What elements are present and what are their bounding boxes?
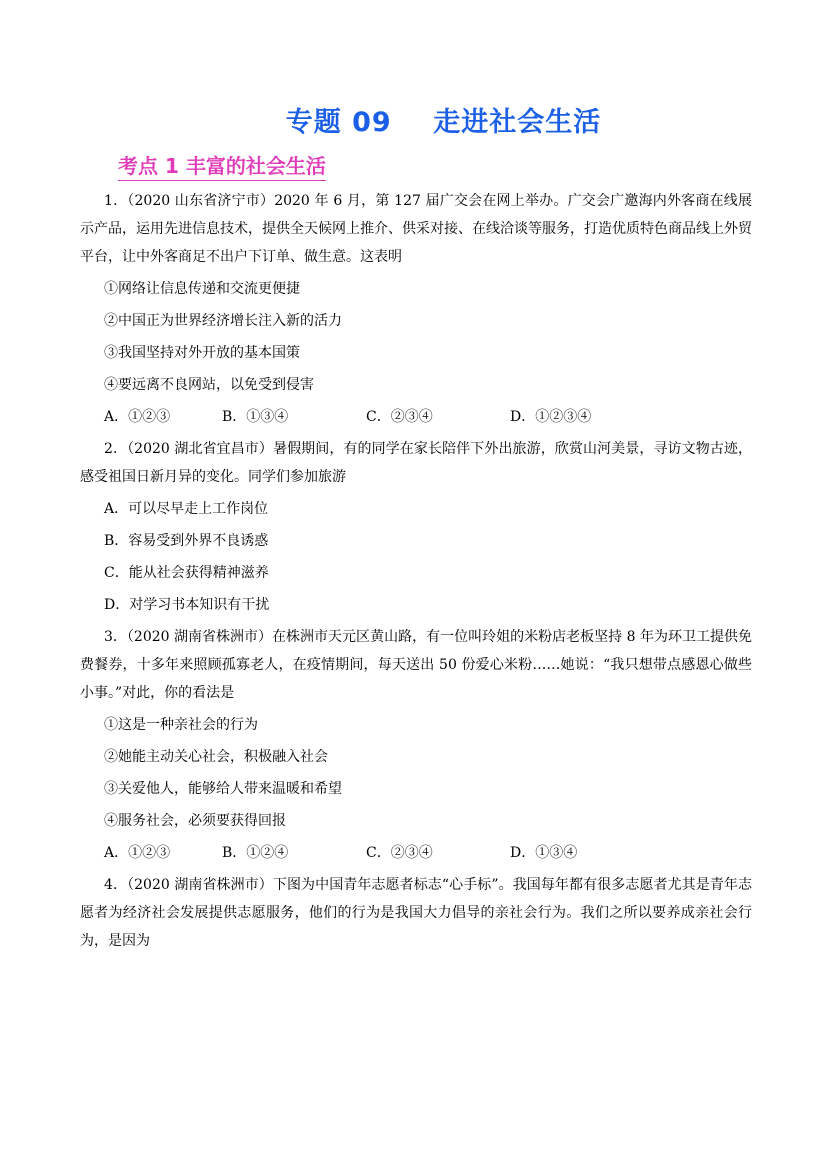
question-stem: 4．（2020 湖南省株洲市）下图为中国青年志愿者标志“心手标”。我国每年都有很多志愿者尤其是青年志愿者为经济社会发展提供志愿服务，他们的行为是我国大力倡导的亲社会行为。我们之所以要养成亲社会行为，是因为 xyxy=(80,877,752,949)
question-stem: 2．（2020 湖北省宜昌市）暑假期间，有的同学在家长陪伴下外出旅游，欣赏山河美景，寻访文物古迹，感受祖国日新月异的变化。同学们参加旅游 xyxy=(80,441,752,485)
answer-choices xyxy=(80,839,752,871)
statement-option: ④服务社会，必须要获得回报 xyxy=(104,813,286,829)
statement-option: ②中国正为世界经济增长注入新的活力 xyxy=(104,313,342,329)
choice-a: A．①②③ xyxy=(104,409,171,425)
choice-b: B．①②④ xyxy=(222,845,289,861)
choice-c: C．②③④ xyxy=(366,845,433,861)
answer-option: D．对学习书本知识有干扰 xyxy=(104,597,270,613)
statement-option: ①这是一种亲社会的行为 xyxy=(104,717,258,733)
statement-option: ③我国坚持对外开放的基本国策 xyxy=(104,345,300,361)
question-stem: 1．（2020 山东省济宁市）2020 年 6 月，第 127 届广交会在网上举办。广交会广邀海内外客商在线展示产品，运用先进信息技术，提供全天候网上推介、供采对接、在线洽谈等服务，打造优质特色商品线上外贸平台，让中外客商足不出户下订单、做生意。这表明 xyxy=(80,193,752,265)
question-list xyxy=(80,187,752,959)
statement-option: ①网络让信息传递和交流更便捷 xyxy=(104,281,300,297)
section-heading: 考点 1 丰富的社会生活 xyxy=(118,150,326,181)
answer-option: A．可以尽早走上工作岗位 xyxy=(104,501,269,517)
statement-option: ③关爱他人，能够给人带来温暖和希望 xyxy=(104,781,342,797)
choice-b: B．①③④ xyxy=(222,409,289,425)
answer-option: C．能从社会获得精神滋养 xyxy=(104,565,269,581)
statement-option: ②她能主动关心社会，积极融入社会 xyxy=(104,749,328,765)
statement-option: ④要远离不良网站，以免受到侵害 xyxy=(104,377,314,393)
choice-d: D．①②③④ xyxy=(510,409,592,425)
page-title: 专题 09 走进社会生活 xyxy=(285,107,602,138)
question-stem: 3．（2020 湖南省株洲市）在株洲市天元区黄山路，有一位叫玲姐的米粉店老板坚持 8 年为环卫工提供免费餐券，十多年来照顾孤寡老人，在疫情期间，每天送出 50 份爱心米粉……她说：“我只想带点感恩心做些小事。”对此，你的看法是 xyxy=(80,629,752,701)
choice-c: C．②③④ xyxy=(366,409,433,425)
answer-choices xyxy=(80,403,752,435)
choice-a: A．①②③ xyxy=(104,845,171,861)
choice-d: D．①③④ xyxy=(510,845,578,861)
answer-option: B．容易受到外界不良诱惑 xyxy=(104,533,269,549)
